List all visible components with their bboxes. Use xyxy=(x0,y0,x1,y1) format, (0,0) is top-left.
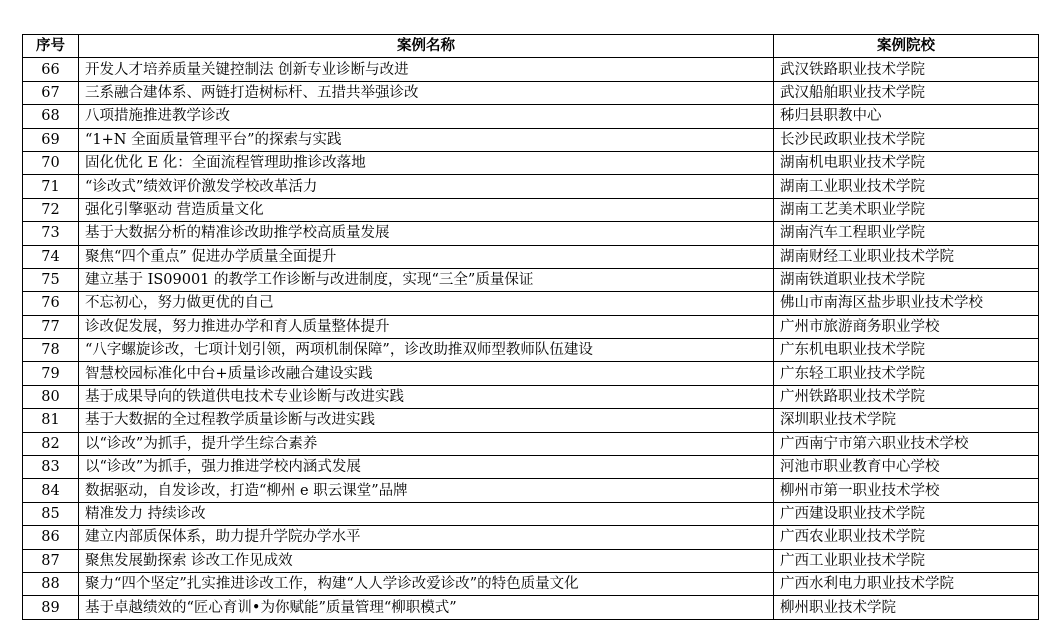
row-num: 77 xyxy=(23,315,79,338)
row-case-name: 诊改促发展，努力推进办学和育人质量整体提升 xyxy=(79,315,774,338)
row-case-name: 八项措施推进教学诊改 xyxy=(79,105,774,128)
row-school: 广西建设职业技术学院 xyxy=(774,502,1039,525)
table-row xyxy=(23,58,1039,81)
row-school: 广东机电职业技术学院 xyxy=(774,339,1039,362)
row-num: 75 xyxy=(23,268,79,291)
row-school: 深圳职业技术学院 xyxy=(774,409,1039,432)
row-school: 广东轻工职业技术学院 xyxy=(774,362,1039,385)
row-school: 湖南工业职业技术学院 xyxy=(774,175,1039,198)
row-case-name: 聚焦“四个重点” 促进办学质量全面提升 xyxy=(79,245,774,268)
row-case-name: 不忘初心，努力做更优的自己 xyxy=(79,292,774,315)
table-row xyxy=(23,409,1039,432)
row-num: 82 xyxy=(23,432,79,455)
row-num: 87 xyxy=(23,549,79,572)
row-case-name: 开发人才培养质量关键控制法 创新专业诊断与改进 xyxy=(79,58,774,81)
row-num: 85 xyxy=(23,502,79,525)
row-case-name: 基于成果导向的铁道供电技术专业诊断与改进实践 xyxy=(79,385,774,408)
table-row xyxy=(23,502,1039,525)
row-school: 柳州市第一职业技术学校 xyxy=(774,479,1039,502)
row-school: 湖南工艺美术职业学院 xyxy=(774,198,1039,221)
case-table xyxy=(22,34,1039,620)
row-case-name: 聚焦发展勤探索 诊改工作见成效 xyxy=(79,549,774,572)
row-num: 66 xyxy=(23,58,79,81)
table-row xyxy=(23,549,1039,572)
row-num: 89 xyxy=(23,596,79,619)
table-row xyxy=(23,432,1039,455)
row-school: 广西农业职业技术学院 xyxy=(774,526,1039,549)
row-school: 湖南汽车工程职业学院 xyxy=(774,222,1039,245)
header-case-name: 案例名称 xyxy=(79,35,774,58)
table-row xyxy=(23,292,1039,315)
row-case-name: 智慧校园标准化中台+质量诊改融合建设实践 xyxy=(79,362,774,385)
table-row xyxy=(23,315,1039,338)
row-num: 71 xyxy=(23,175,79,198)
row-case-name: 固化优化 E 化：全面流程管理助推诊改落地 xyxy=(79,151,774,174)
row-case-name: 以“诊改”为抓手，提升学生综合素养 xyxy=(79,432,774,455)
row-case-name: 基于大数据的全过程教学质量诊断与改进实践 xyxy=(79,409,774,432)
row-case-name: 建立内部质保体系，助力提升学院办学水平 xyxy=(79,526,774,549)
row-school: 广州铁路职业技术学院 xyxy=(774,385,1039,408)
table-row xyxy=(23,128,1039,151)
row-school: 河池市职业教育中心学校 xyxy=(774,456,1039,479)
table-header xyxy=(23,35,1039,58)
row-num: 70 xyxy=(23,151,79,174)
row-case-name: 建立基于 IS09001 的教学工作诊断与改进制度，实现“三全”质量保证 xyxy=(79,268,774,291)
header-num: 序号 xyxy=(23,35,79,58)
table-row xyxy=(23,222,1039,245)
row-num: 86 xyxy=(23,526,79,549)
table-row xyxy=(23,175,1039,198)
row-school: 湖南机电职业技术学院 xyxy=(774,151,1039,174)
row-num: 73 xyxy=(23,222,79,245)
row-school: 广西水利电力职业技术学院 xyxy=(774,572,1039,595)
table-row xyxy=(23,385,1039,408)
table-row xyxy=(23,572,1039,595)
row-case-name: “诊改式”绩效评价激发学校改革活力 xyxy=(79,175,774,198)
row-case-name: “八字螺旋诊改，七项计划引领，两项机制保障”，诊改助推双师型教师队伍建设 xyxy=(79,339,774,362)
header-row xyxy=(23,35,1039,58)
table-row xyxy=(23,362,1039,385)
row-num: 72 xyxy=(23,198,79,221)
row-case-name: 聚力“四个坚定”扎实推进诊改工作，构建“人人学诊改爱诊改”的特色质量文化 xyxy=(79,572,774,595)
row-num: 76 xyxy=(23,292,79,315)
row-school: 广西南宁市第六职业技术学校 xyxy=(774,432,1039,455)
table-row xyxy=(23,339,1039,362)
row-num: 79 xyxy=(23,362,79,385)
table-row xyxy=(23,596,1039,619)
row-num: 74 xyxy=(23,245,79,268)
row-num: 88 xyxy=(23,572,79,595)
row-case-name: 基于大数据分析的精准诊改助推学校高质量发展 xyxy=(79,222,774,245)
row-school: 湖南财经工业职业技术学院 xyxy=(774,245,1039,268)
table-row xyxy=(23,198,1039,221)
row-school: 秭归县职教中心 xyxy=(774,105,1039,128)
row-case-name: 数据驱动，自发诊改，打造“柳州 e 职云课堂”品牌 xyxy=(79,479,774,502)
row-case-name: 精准发力 持续诊改 xyxy=(79,502,774,525)
row-num: 83 xyxy=(23,456,79,479)
row-num: 80 xyxy=(23,385,79,408)
row-case-name: “1+N 全面质量管理平台”的探索与实践 xyxy=(79,128,774,151)
table-row xyxy=(23,81,1039,104)
row-num: 81 xyxy=(23,409,79,432)
header-school: 案例院校 xyxy=(774,35,1039,58)
table-row xyxy=(23,151,1039,174)
row-school: 柳州职业技术学院 xyxy=(774,596,1039,619)
row-school: 佛山市南海区盐步职业技术学校 xyxy=(774,292,1039,315)
table-row xyxy=(23,479,1039,502)
row-num: 67 xyxy=(23,81,79,104)
row-school: 广西工业职业技术学院 xyxy=(774,549,1039,572)
row-school: 武汉船舶职业技术学院 xyxy=(774,81,1039,104)
row-case-name: 以“诊改”为抓手，强力推进学校内涵式发展 xyxy=(79,456,774,479)
table-row xyxy=(23,526,1039,549)
row-school: 武汉铁路职业技术学院 xyxy=(774,58,1039,81)
table-row xyxy=(23,268,1039,291)
table-row xyxy=(23,105,1039,128)
row-case-name: 三系融合建体系、两链打造树标杆、五措共举强诊改 xyxy=(79,81,774,104)
table-row xyxy=(23,456,1039,479)
row-school: 长沙民政职业技术学院 xyxy=(774,128,1039,151)
row-num: 68 xyxy=(23,105,79,128)
row-school: 广州市旅游商务职业学校 xyxy=(774,315,1039,338)
table-body xyxy=(23,58,1039,619)
row-num: 78 xyxy=(23,339,79,362)
row-num: 84 xyxy=(23,479,79,502)
row-case-name: 强化引擎驱动 营造质量文化 xyxy=(79,198,774,221)
row-school: 湖南铁道职业技术学院 xyxy=(774,268,1039,291)
row-case-name: 基于卓越绩效的“匠心育训•为你赋能”质量管理“柳职模式” xyxy=(79,596,774,619)
table-row xyxy=(23,245,1039,268)
row-num: 69 xyxy=(23,128,79,151)
